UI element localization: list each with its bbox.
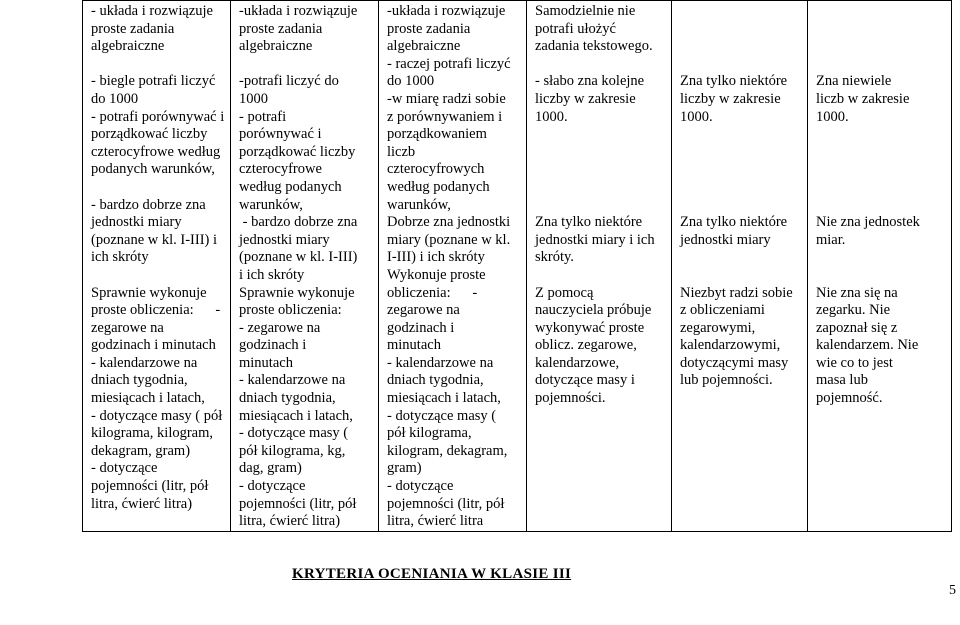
blank-line (816, 161, 947, 179)
blank-line (816, 197, 947, 215)
blank-line (680, 38, 803, 56)
cell-line: porównywać i (239, 126, 322, 143)
cell-line: Niezbyt radzi sobie (680, 284, 793, 301)
cell-line: miesiącach i latach, (91, 390, 205, 407)
cell-line: dag, gram) (239, 460, 302, 477)
cell-line: jednostki miary (91, 214, 182, 231)
cell-line: potrafi ułożyć (535, 20, 616, 37)
cell-line: Z pomocą (535, 284, 594, 301)
cell-line: kalendarzem. Nie (816, 337, 919, 354)
cell-line: pojemności. (535, 390, 606, 407)
cell-line: jednostki miary (239, 231, 330, 248)
blank-line (535, 267, 667, 285)
cell-line: i ich skróty (239, 266, 305, 283)
cell-line: - bardzo dobrze zna (91, 196, 206, 213)
blank-line (680, 21, 803, 39)
cell-line: dotyczącymi masy (680, 354, 789, 371)
cell-line: czterocyfrowych (387, 161, 485, 178)
cell-line: minutach (239, 354, 293, 371)
cell-line: skróty. (535, 249, 574, 266)
cell-line: - bardzo dobrze zna (239, 214, 358, 231)
cell-line: - kalendarzowe na (387, 354, 494, 371)
cell-line: według podanych (239, 178, 342, 195)
cell-line: zegarowe na (91, 319, 164, 336)
cell-line: - zegarowe na (239, 319, 321, 336)
blank-line (680, 267, 803, 285)
document-title: KRYTERIA OCENIANIA W KLASIE III (292, 566, 572, 582)
cell-line: - dotyczące (91, 460, 158, 477)
blank-line (680, 197, 803, 215)
cell-line: godzinach i (239, 337, 307, 354)
page-number: 5 (949, 583, 956, 598)
cell-line: - biegle potrafi liczyć (91, 73, 216, 90)
cell-line: proste obliczenia: (239, 302, 342, 319)
grade-column-4 (527, 1, 672, 532)
cell-line: minutach (387, 337, 441, 354)
table-row (83, 1, 952, 532)
cell-line: algebraiczne (239, 38, 313, 55)
blank-line (535, 179, 667, 197)
cell-line: do 1000 (91, 90, 139, 107)
cell-line: kilograma, kilogram, (91, 425, 214, 442)
blank-line (680, 126, 803, 144)
cell-line: do 1000 (387, 73, 435, 90)
cell-line: dotyczące masy i (535, 372, 635, 389)
cell-line: pojemności (litr, pół (387, 495, 505, 512)
cell-line: miesiącach i latach, (239, 407, 353, 424)
cell-line: czterocyfrowe (239, 161, 322, 178)
blank-line (535, 161, 667, 179)
cell-line: (poznane w kl. I-III) (239, 249, 358, 266)
cell-line: zegarku. Nie (816, 302, 891, 319)
cell-line: zegarowe na (387, 302, 460, 319)
cell-line: porządkowaniem (387, 126, 487, 143)
cell-line: Samodzielnie nie (535, 3, 636, 19)
blank-line (680, 161, 803, 179)
cell-line: jednostki miary (680, 231, 771, 248)
cell-line: lub pojemności. (680, 372, 773, 389)
cell-line: z porównywaniem i (387, 108, 503, 125)
cell-line: -w miarę radzi sobie (387, 90, 506, 107)
blank-line (680, 3, 803, 21)
cell-line: Zna tylko niektóre (680, 73, 788, 90)
cell-line: Zna niewiele (816, 73, 892, 90)
cell-line: Nie zna jednostek (816, 214, 920, 231)
cell-line: 1000. (535, 108, 568, 125)
cell-line: miesiącach i latach, (387, 390, 501, 407)
cell-line: Zna tylko niektóre (680, 214, 788, 231)
cell-line: jednostki miary i ich (535, 231, 655, 248)
cell-line: porządkować liczby (91, 126, 208, 143)
cell-line: - potrafi (239, 108, 287, 125)
cell-line: Nie zna się na (816, 284, 898, 301)
cell-line: - kalendarzowe na (91, 354, 198, 371)
cell-line: oblicz. zegarowe, (535, 337, 637, 354)
grade-column-2 (231, 1, 379, 532)
cell-line: warunków, (387, 196, 451, 213)
cell-line: - dotyczące masy ( pół (91, 407, 223, 424)
cell-line: - układa i rozwiązuje (91, 3, 213, 19)
cell-line: (poznane w kl. I-III) i (91, 231, 218, 248)
cell-line: Wykonuje proste (387, 266, 486, 283)
blank-line (816, 267, 947, 285)
cell-line: godzinach i minutach (91, 337, 216, 354)
cell-line: proste obliczenia: - (91, 302, 221, 319)
cell-line: gram) (387, 460, 422, 477)
cell-line: - potrafi porównywać i (91, 108, 225, 125)
cell-line: masa lub (816, 372, 868, 389)
blank-line (535, 126, 667, 144)
cell-line: wie co to jest (816, 354, 893, 371)
cell-line: ich skróty (91, 249, 149, 266)
blank-line (91, 56, 226, 74)
cell-line: pojemności (litr, pół (91, 478, 209, 495)
cell-line: - dotyczące masy ( (239, 425, 349, 442)
cell-line: kalendarzowe, (535, 354, 620, 371)
blank-line (680, 56, 803, 74)
cell-line: pojemności (litr, pół (239, 495, 357, 512)
cell-line: według podanych (387, 178, 490, 195)
blank-line (91, 267, 226, 285)
cell-line: litra, ćwierć litra (387, 513, 484, 530)
cell-line: dekagram, gram) (91, 442, 191, 459)
blank-line (816, 126, 947, 144)
cell-line: Sprawnie wykonuje (91, 284, 207, 301)
cell-line: proste zadania (387, 20, 471, 37)
cell-line: proste zadania (239, 20, 323, 37)
cell-line: zapoznał się z (816, 319, 898, 336)
cell-line: nauczyciela próbuje (535, 302, 652, 319)
blank-line (816, 179, 947, 197)
cell-line: godzinach i (387, 319, 455, 336)
cell-line: pół kilograma, (387, 425, 472, 442)
cell-line: zadania tekstowego. (535, 38, 653, 55)
cell-line: kilogram, dekagram, (387, 442, 508, 459)
cell-line: liczb w zakresie (816, 90, 910, 107)
cell-line: - dotyczące (387, 478, 454, 495)
blank-line (816, 144, 947, 162)
cell-line: 1000. (680, 108, 713, 125)
blank-line (91, 179, 226, 197)
cell-line: liczby w zakresie (535, 90, 636, 107)
cell-line: - dotyczące masy ( (387, 407, 497, 424)
cell-line: dniach tygodnia, (91, 372, 188, 389)
cell-line: -potrafi liczyć do (239, 73, 339, 90)
blank-line (239, 56, 374, 74)
cell-line: algebraiczne (91, 38, 165, 55)
cell-line: - raczej potrafi liczyć (387, 55, 511, 72)
cell-line: warunków, (239, 196, 303, 213)
cell-line: podanych warunków, (91, 161, 215, 178)
cell-line: Sprawnie wykonuje (239, 284, 355, 301)
cell-line: Dobrze zna jednostki (387, 214, 511, 231)
cell-line: obliczenia: - (387, 284, 478, 301)
blank-line (535, 144, 667, 162)
cell-line: - dotyczące (239, 478, 306, 495)
cell-line: - kalendarzowe na (239, 372, 346, 389)
cell-line: Zna tylko niektóre (535, 214, 643, 231)
blank-line (816, 249, 947, 267)
blank-line (816, 3, 947, 21)
blank-line (816, 21, 947, 39)
blank-line (680, 249, 803, 267)
cell-line: proste zadania (91, 20, 175, 37)
cell-line: kalendarzowymi, (680, 337, 781, 354)
criteria-table (82, 0, 952, 532)
cell-line: miar. (816, 231, 846, 248)
cell-line: zegarowymi, (680, 319, 756, 336)
cell-line: 1000. (816, 108, 849, 125)
cell-line: wykonywać proste (535, 319, 645, 336)
cell-line: liczby w zakresie (680, 90, 781, 107)
cell-line: pojemność. (816, 390, 883, 407)
cell-line: porządkować liczby (239, 143, 356, 160)
grade-column-5 (672, 1, 808, 532)
cell-line: dniach tygodnia, (387, 372, 484, 389)
cell-line: - słabo zna kolejne (535, 73, 645, 90)
cell-line: -układa i rozwiązuje (387, 3, 506, 19)
blank-line (535, 56, 667, 74)
cell-line: algebraiczne (387, 38, 461, 55)
cell-line: I-III) i ich skróty (387, 249, 485, 266)
cell-line: litra, ćwierć litra) (239, 513, 341, 530)
cell-line: z obliczeniami (680, 302, 765, 319)
blank-line (680, 144, 803, 162)
blank-line (535, 197, 667, 215)
blank-line (680, 179, 803, 197)
cell-line: liczb (387, 143, 416, 160)
cell-line: pół kilograma, kg, (239, 442, 346, 459)
cell-line: dniach tygodnia, (239, 390, 336, 407)
blank-line (816, 38, 947, 56)
cell-line: litra, ćwierć litra) (91, 495, 193, 512)
grade-column-3 (379, 1, 527, 532)
cell-line: miary (poznane w kl. (387, 231, 511, 248)
cell-line: -układa i rozwiązuje (239, 3, 358, 19)
cell-line: czterocyfrowe według (91, 143, 221, 160)
blank-line (816, 56, 947, 74)
cell-line: 1000 (239, 90, 268, 107)
grade-column-1 (83, 1, 231, 532)
grade-column-6 (808, 1, 952, 532)
